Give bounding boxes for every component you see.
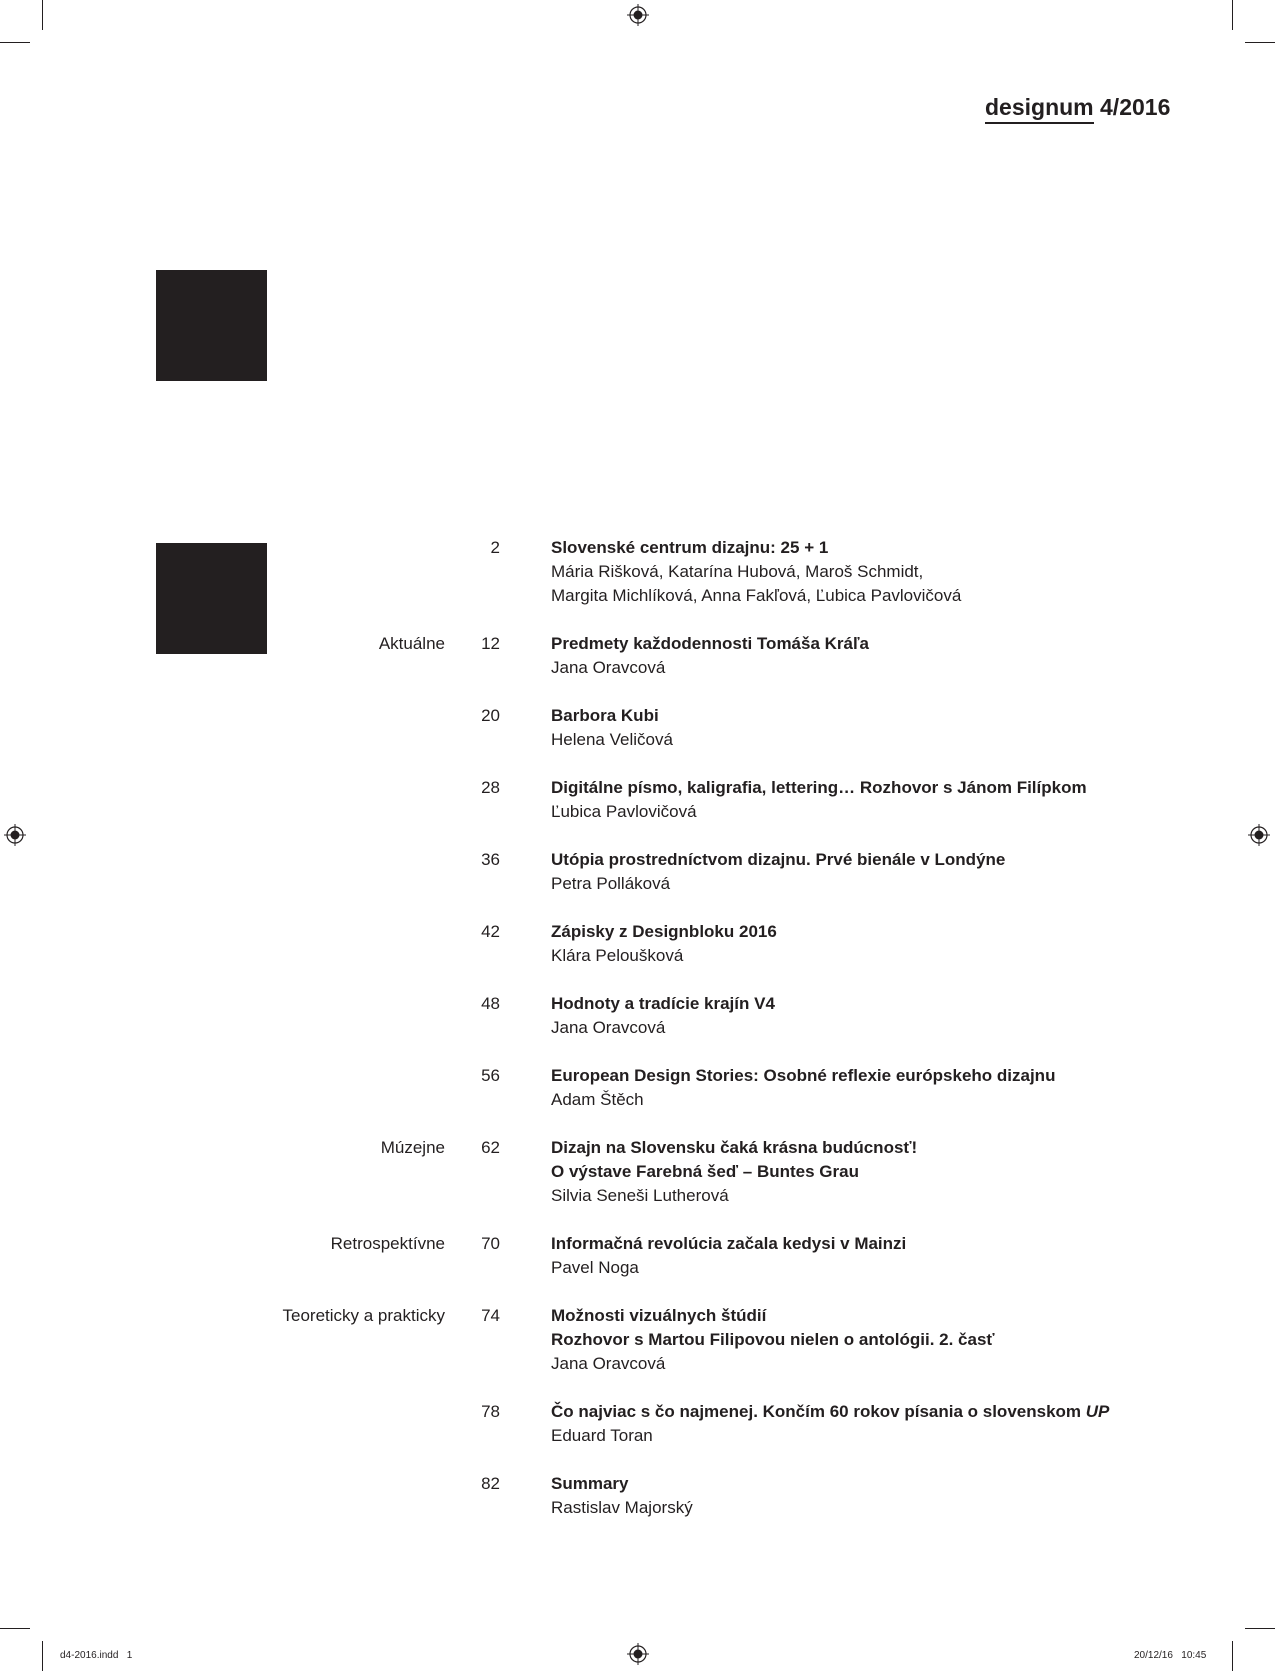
crop-mark-top-left-h — [0, 42, 30, 43]
toc-section-label: Teoreticky a prakticky — [282, 1306, 445, 1325]
toc-title: Slovenské centrum dizajnu: 25 + 1 — [551, 538, 829, 557]
toc-page-number: 42 — [481, 922, 500, 941]
toc-title: Rozhovor s Martou Filipovou nielen o antológii. 2. časť — [551, 1330, 995, 1349]
toc-page-number: 62 — [481, 1138, 500, 1157]
toc-title: Dizajn na Slovensku čaká krásna budúcnosť! — [551, 1138, 918, 1157]
toc-title — [551, 1400, 1171, 1424]
crop-mark-top-left-v — [42, 0, 43, 30]
toc-page-number: 82 — [481, 1474, 500, 1493]
toc-title: Summary — [551, 1474, 629, 1493]
toc-page-number: 78 — [481, 1402, 500, 1421]
toc-page-number: 28 — [481, 778, 500, 797]
registration-mark-bottom-icon — [627, 1643, 649, 1665]
toc-title: Hodnoty a tradície krajín V4 — [551, 994, 775, 1013]
toc-title: Digitálne písmo, kaligrafia, lettering… Rozhovor s Jánom Filípkom — [551, 778, 1087, 797]
toc-author: Klára Peloušková — [551, 946, 684, 965]
toc-author: Pavel Noga — [551, 1258, 639, 1277]
toc-section-label: Múzejne — [380, 1138, 445, 1157]
toc-page-number: 70 — [481, 1234, 500, 1253]
toc-page-number: 74 — [481, 1306, 500, 1325]
toc-page-number: 48 — [481, 994, 500, 1013]
crop-mark-bottom-left-h — [0, 1628, 30, 1629]
toc-author: Jana Oravcová — [551, 658, 666, 677]
toc-page-number: 2 — [490, 538, 500, 557]
toc-title: Utópia prostredníctvom dizajnu. Prvé bienále v Londýne — [551, 850, 1006, 869]
slug-datetime: 20/12/16 10:45 — [1134, 1650, 1207, 1661]
toc-author: Eduard Toran — [551, 1426, 653, 1445]
toc-page-number: 12 — [481, 634, 500, 653]
toc-title: European Design Stories: Osobné reflexie európskeho dizajnu — [551, 1066, 1056, 1085]
decorative-square-top — [156, 270, 267, 381]
masthead-issue: 4/2016 — [1100, 94, 1171, 120]
slug-filename: d4-2016.indd 1 — [60, 1650, 133, 1661]
toc-section-label: Retrospektívne — [330, 1234, 445, 1253]
toc-author: Jana Oravcová — [551, 1018, 666, 1037]
toc-page-number: 36 — [481, 850, 500, 869]
toc-author: Jana Oravcová — [551, 1354, 666, 1373]
toc-author: Mária Rišková, Katarína Hubová, Maroš Schmidt, — [551, 562, 924, 581]
toc-page-number: 56 — [481, 1066, 500, 1085]
toc-author: Rastislav Majorský — [551, 1498, 693, 1517]
registration-mark-left-icon — [4, 824, 26, 846]
masthead-brand: designum — [985, 94, 1094, 124]
toc-author: Adam Štěch — [551, 1090, 644, 1109]
masthead — [985, 94, 1170, 124]
toc-section-label: Aktuálne — [378, 634, 445, 653]
crop-mark-top-right-h — [1245, 42, 1275, 43]
toc-title: Predmety každodennosti Tomáša Kráľa — [551, 634, 869, 653]
toc-author: Helena Veličová — [551, 730, 673, 749]
toc-author: Margita Michlíková, Anna Fakľová, Ľubica Pavlovičová — [551, 586, 962, 605]
crop-mark-bottom-right-v — [1232, 1641, 1233, 1671]
crop-mark-bottom-right-h — [1245, 1628, 1275, 1629]
toc-title: Zápisky z Designbloku 2016 — [551, 922, 777, 941]
toc-title: Barbora Kubi — [551, 706, 659, 725]
toc-author: Ľubica Pavlovičová — [551, 802, 697, 821]
registration-mark-top-icon — [627, 4, 649, 26]
registration-mark-right-icon — [1248, 824, 1270, 846]
toc-page-number: 20 — [481, 706, 500, 725]
toc-author: Silvia Seneši Lutherová — [551, 1186, 729, 1205]
toc-title-text: Čo najviac s čo najmenej. Končím 60 rokov písania o slovenskom — [551, 1402, 1082, 1421]
toc-author: Petra Polláková — [551, 874, 671, 893]
crop-mark-top-right-v — [1232, 0, 1233, 30]
toc-title: Možnosti vizuálnych štúdií — [551, 1306, 767, 1325]
toc-title-italic: UP — [1085, 1402, 1110, 1421]
toc-title: O výstave Farebná šeď – Buntes Grau — [551, 1162, 859, 1181]
toc-title: Informačná revolúcia začala kedysi v Mainzi — [551, 1234, 907, 1253]
crop-mark-bottom-left-v — [42, 1641, 43, 1671]
